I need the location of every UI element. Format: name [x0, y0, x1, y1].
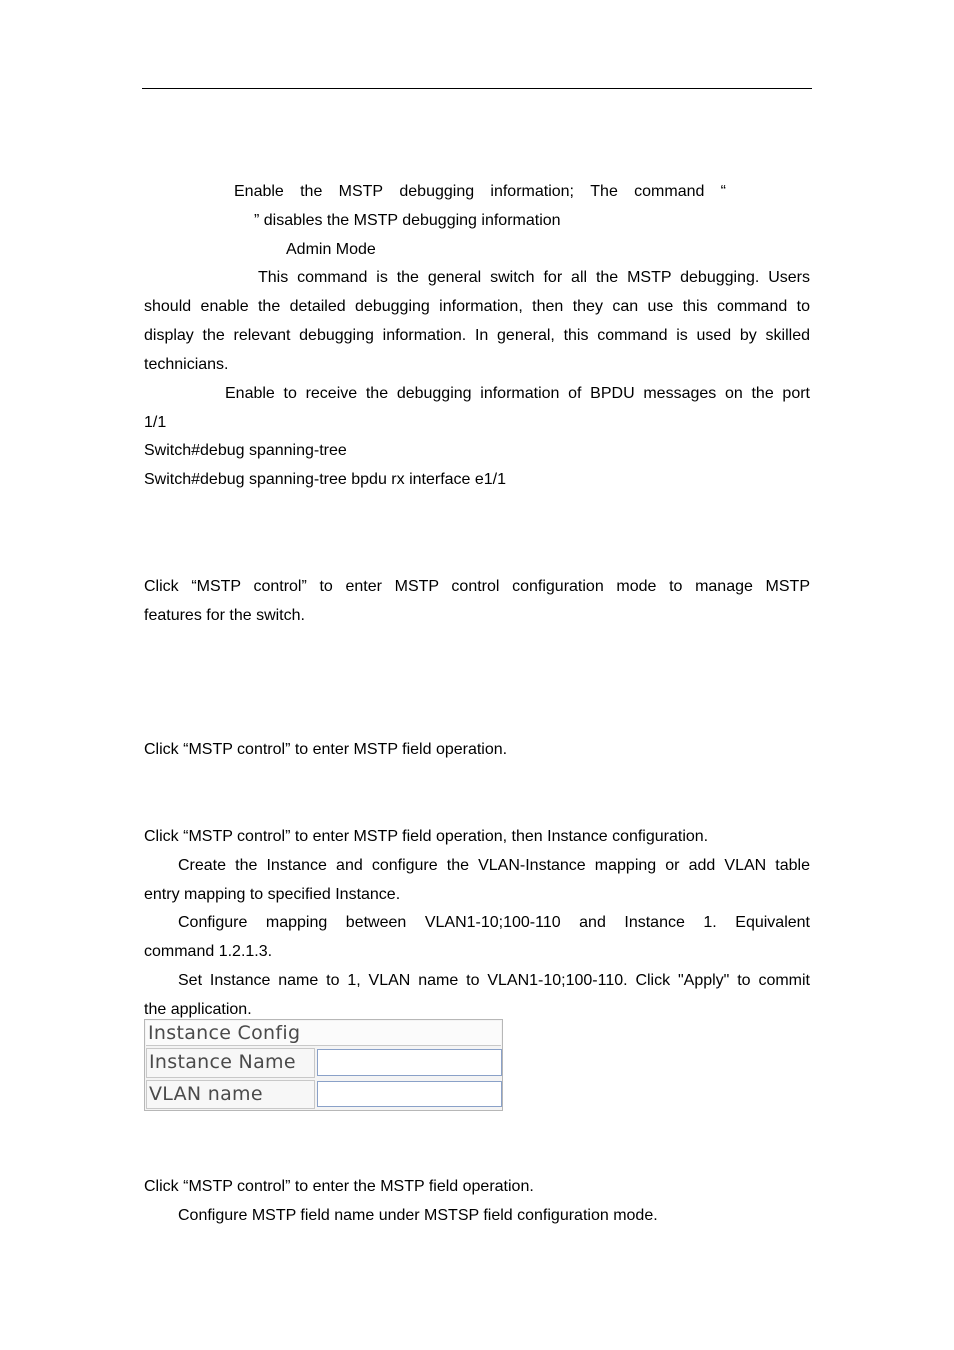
vlan-name-label-cell — [146, 1080, 315, 1109]
instance-config-title: Instance Config — [148, 1022, 301, 1044]
instance-cfg-line-5: command 1.2.1.3. — [144, 943, 273, 960]
instance-config-title-row — [146, 1021, 501, 1046]
vlan-name-row — [146, 1080, 501, 1109]
syntax-line-2: ” disables the MSTP debugging information — [254, 212, 561, 229]
usage-line-2: should enable the detailed debugging information, then they can use this command to — [144, 298, 810, 315]
syntax-word: debugging — [399, 183, 475, 200]
syntax-line-1 — [234, 182, 726, 202]
example-line-2: 1/1 — [144, 414, 167, 431]
instance-cfg-line-3: entry mapping to specified Instance. — [144, 886, 401, 903]
usage-line-1: This command is the general switch for all the MSTP debugging. Users — [258, 269, 810, 286]
field-name-line-2: Configure MSTP field name under MSTSP field configuration mode. — [178, 1207, 658, 1224]
syntax-word: command — [634, 183, 705, 200]
instance-name-label: Instance Name — [149, 1051, 296, 1073]
web-intro-line-1: Click “MSTP control” to enter MSTP control configuration mode to manage MSTP — [144, 578, 810, 595]
syntax-word: information; — [490, 183, 574, 200]
command-mode: Admin Mode — [286, 241, 376, 258]
usage-line-3: display the relevant debugging information. In general, this command is used by skilled — [144, 327, 810, 344]
example-line-1: Enable to receive the debugging information of BPDU messages on the port — [225, 385, 810, 402]
usage-line-4: technicians. — [144, 356, 229, 373]
vlan-name-label: VLAN name — [149, 1083, 263, 1105]
syntax-word: the — [300, 183, 323, 200]
syntax-word: MSTP — [338, 183, 384, 200]
vlan-name-input[interactable] — [317, 1081, 502, 1107]
syntax-word: The — [590, 183, 618, 200]
web-intro-line-2: features for the switch. — [144, 607, 305, 624]
instance-name-row — [146, 1048, 501, 1078]
instance-config-panel — [144, 1019, 503, 1111]
instance-cfg-line-2: Create the Instance and configure the VLAN-Instance mapping or add VLAN table — [178, 857, 810, 874]
instance-cfg-line-4: Configure mapping between VLAN1-10;100-110 and Instance 1. Equivalent — [178, 914, 810, 931]
field-name-line-1: Click “MSTP control” to enter the MSTP field operation. — [144, 1178, 534, 1195]
instance-name-label-cell — [146, 1048, 315, 1078]
header-rule — [142, 88, 812, 89]
example-command-2: Switch#debug spanning-tree bpdu rx interface e1/1 — [144, 471, 507, 488]
instance-cfg-line-1: Click “MSTP control” to enter MSTP field operation, then Instance configuration. — [144, 828, 709, 845]
instance-name-input[interactable] — [317, 1049, 502, 1076]
field-op-line: Click “MSTP control” to enter MSTP field operation. — [144, 741, 508, 758]
instance-cfg-line-6: Set Instance name to 1, VLAN name to VLAN1-10;100-110. Click "Apply" to commit — [178, 972, 810, 989]
syntax-word: “ — [720, 183, 726, 200]
syntax-word: Enable — [234, 183, 284, 200]
example-command-1: Switch#debug spanning-tree — [144, 442, 347, 459]
instance-cfg-line-7: the application. — [144, 1001, 252, 1018]
